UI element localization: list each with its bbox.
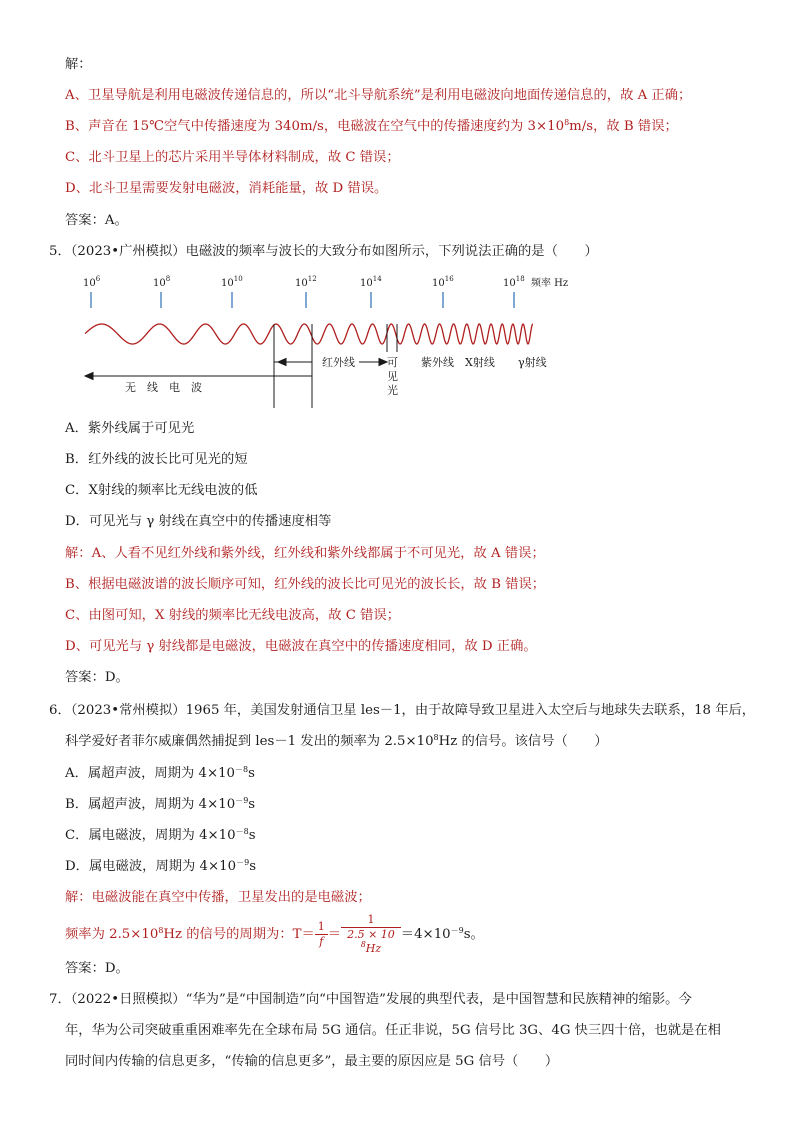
- option-6c: C．属电磁波，周期为 $4\times 10^{-8}s$: [65, 827, 256, 843]
- solution-5c: C、由图可知，X 射线的频率比无线电波高，故 C 错误；: [65, 608, 401, 623]
- question-7-line-3: 同时间内传输的信息更多，“传输的信息更多”，最主要的原因应是 5G 信号（ ）: [65, 1054, 559, 1069]
- tick-label: $10^{14}$: [360, 275, 382, 289]
- option-5b: B．红外线的波长比可见光的短: [65, 452, 248, 467]
- answer-4: 答案：A。: [65, 213, 128, 228]
- solution-a: A、卫星导航是利用电磁波传递信息的，所以“北斗导航系统”是利用电磁波向地面传递信息的，故 A 正确；: [65, 88, 692, 103]
- option-5c: C．X射线的频率比无线电波的低: [65, 483, 258, 498]
- answer-6: 答案：D。: [65, 961, 129, 976]
- em-spectrum-diagram: [75, 268, 585, 413]
- frequency-label: 频率 Hz: [531, 278, 569, 289]
- solution-5b: B、根据电磁波谱的波长顺序可知，红外线的波长比可见光的波长长，故 B 错误；: [65, 577, 546, 592]
- option-5d: D．可见光与 γ 射线在真空中的传播速度相等: [65, 514, 332, 529]
- solution-6-line-1: 解：电磁波能在真空中传播，卫星发出的是电磁波；: [65, 890, 371, 905]
- option-5a: A．紫外线属于可见光: [65, 421, 195, 436]
- question-7-line-1: 7．（2022•日照模拟）“华为”是“中国制造”向“中国智造”发展的典型代表，是中国智慧和民族精神的缩影。今: [49, 992, 692, 1007]
- fraction-period: 1 2.5 × 10 $^8$Hz: [341, 913, 401, 956]
- tick-label: $10^{10}$: [221, 275, 243, 289]
- tick-label: $10^{16}$: [432, 275, 454, 289]
- visible-light-label-1: 可: [387, 356, 398, 369]
- solution-6-formula: 频率为 $2.5\times 10^8Hz$ 的信号的周期为：T＝ $\frac{1}{f}$ ＝ 1 2.5 × 10 $^8$Hz $=4\times 10^{-9}s$。: [65, 913, 484, 955]
- ultraviolet-label: 紫外线: [421, 356, 454, 369]
- tick-label: $10^8$: [153, 275, 171, 289]
- question-6-stem-2: 科学爱好者菲尔威廉偶然捕捉到 les－1 发出的频率为 $2.5\times 10^8Hz$ 的信号。该信号（ ）: [65, 733, 608, 749]
- question-5-stem: 5．（2023•广州模拟）电磁波的频率与波长的大致分布如图所示，下列说法正确的是（ ）: [49, 244, 598, 259]
- question-6-stem-1: 6．（2023•常州模拟）1965 年，美国发射通信卫星 les－1，由于故障导致卫星进入太空后与地球失去联系，18 年后，: [49, 703, 756, 718]
- solution-d: D、北斗卫星需要发射电磁波，消耗能量，故 D 错误。: [65, 181, 388, 196]
- solution-5a: 解：A、人看不见红外线和紫外线，红外线和紫外线都属于不可见光，故 A 错误；: [65, 546, 545, 561]
- visible-light-label-3: 光: [387, 384, 398, 397]
- tick-label: $10^{12}$: [295, 275, 317, 289]
- radio-wave-label: 无 线 电 波: [125, 381, 202, 394]
- wave-curve: [85, 324, 533, 344]
- option-6b: B．属超声波，周期为 $4\times 10^{-9}s$: [65, 796, 256, 812]
- gamma-ray-label: γ射线: [518, 356, 547, 369]
- xray-label: X射线: [465, 356, 495, 369]
- infrared-label: 红外线: [322, 356, 355, 369]
- option-6a: A．属超声波，周期为 $4\times 10^{-8}s$: [65, 765, 255, 781]
- answer-5: 答案：D。: [65, 670, 129, 685]
- fraction-1-over-f: $\frac{1}{f}$: [315, 920, 328, 949]
- tick-marks: [91, 292, 514, 308]
- solution-b: B、声音在 15℃空气中传播速度为 340m/s，电磁波在空气中的传播速度约为 $3\times 10^8m/s$，故 B 错误；: [65, 118, 678, 134]
- solution-5d: D、可见光与 γ 射线都是电磁波，电磁波在真空中的传播速度相同，故 D 正确。: [65, 639, 537, 654]
- solution-c: C、北斗卫星上的芯片采用半导体材料制成，故 C 错误；: [65, 150, 400, 165]
- option-6d: D．属电磁波，周期为 $4\times 10^{-9}s$: [65, 858, 257, 874]
- solution-label: 解：: [65, 57, 92, 72]
- tick-label: $10^{18}$: [503, 275, 525, 289]
- tick-label: $10^6$: [83, 275, 101, 289]
- visible-light-label-2: 见: [387, 370, 398, 383]
- question-7-line-2: 年，华为公司突破重重困难率先在全球布局 5G 通信。任正非说，5G 信号比 3G、4G 快三四十倍，也就是在相: [65, 1023, 721, 1038]
